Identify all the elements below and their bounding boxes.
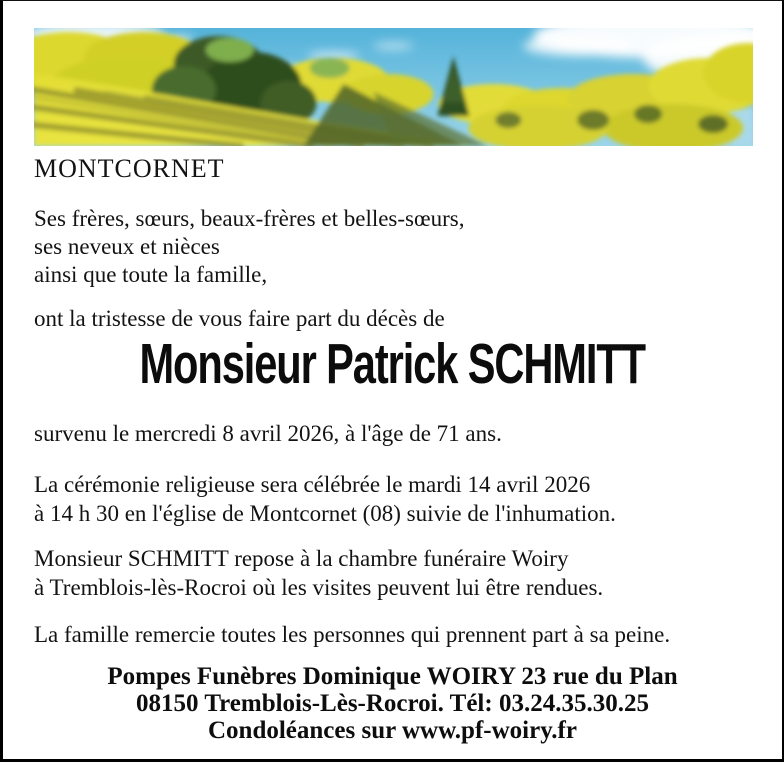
family-line: Ses frères, sœurs, beaux-frères et belles-sœurs, (34, 206, 465, 231)
repose-line: Monsieur SCHMITT repose à la chambre funéraire Woiry (34, 546, 569, 571)
funeral-home-website-line: Condoléances sur www.pf-woiry.fr (208, 717, 577, 744)
family-line: ainsi que toute la famille, (34, 262, 268, 287)
banner-image (34, 28, 753, 146)
family-line: ses neveux et nièces (34, 234, 220, 259)
repose-line: à Tremblois-lès-Rocroi où les visites peuvent lui être rendues. (34, 575, 604, 600)
family-paragraph (34, 205, 752, 289)
ceremony-line: La cérémonie religieuse sera célébrée le mardi 14 avril 2026 (34, 472, 591, 497)
funeral-home-block (33, 663, 752, 744)
deceased-name-block (33, 332, 752, 408)
thanks-line: La famille remercie toutes les personnes qui prennent part à sa peine. (34, 622, 671, 647)
commune-title: MONTCORNET (34, 154, 225, 183)
ceremony-paragraph (34, 470, 752, 528)
ceremony-line: à 14 h 30 en l'église de Montcornet (08) suivie de l'inhumation. (34, 501, 616, 526)
announcement-line: ont la tristesse de vous faire part du décès de (34, 306, 445, 331)
deceased-name: Monsieur Patrick SCHMITT (139, 332, 646, 396)
funeral-home-line: Pompes Funèbres Dominique WOIRY 23 rue du Plan (107, 663, 678, 690)
funeral-home-line: 08150 Tremblois-Lès-Rocroi. Tél: 03.24.35.30.25 (136, 690, 649, 717)
notice-content (3, 1, 782, 744)
death-date-line: survenu le mercredi 8 avril 2026, à l'âge de 71 ans. (34, 421, 502, 446)
repose-paragraph (34, 544, 752, 602)
